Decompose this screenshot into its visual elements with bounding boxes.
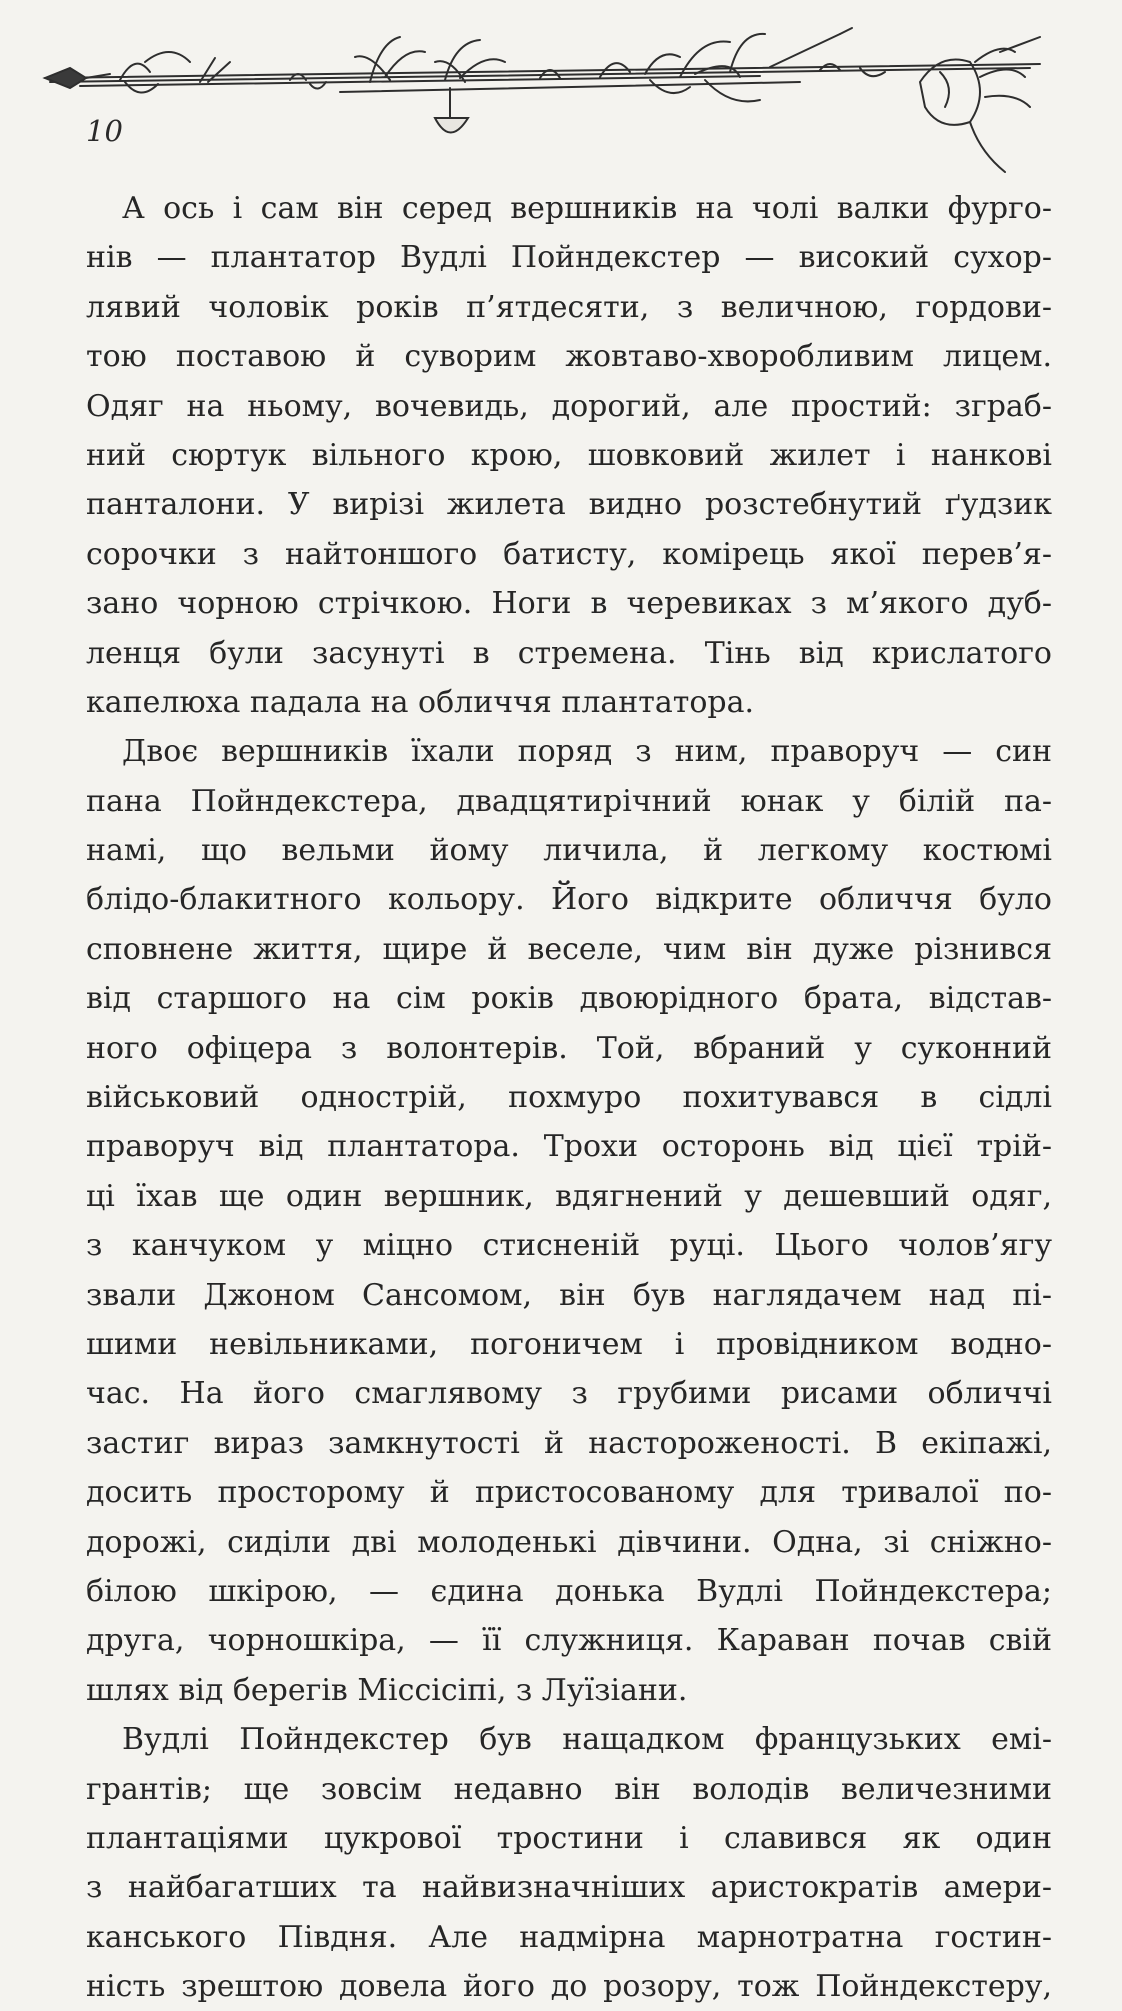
text-line: білою шкірою, — єдина донька Вудлі Пойндекстера;	[86, 1573, 1052, 1609]
text-line: капелюха падала на обличчя плантатора.	[86, 684, 755, 720]
text-line: канського Півдня. Але надмірна марнотратна гостин-	[86, 1919, 1052, 1955]
body-text	[86, 184, 1052, 2011]
text-line: військовий однострій, похмуро похитувався в сідлі	[86, 1080, 1052, 1116]
text-line: грантів; ще зовсім недавно він володів величезними	[86, 1771, 1052, 1807]
decorative-header-ornament	[40, 22, 1122, 182]
text-line: панталони. У вирізі жилета видно розстебнутий ґудзик	[86, 487, 1052, 523]
text-line: зано чорною стрічкою. Ноги в черевиках з м’якого дуб-	[86, 586, 1052, 622]
text-line: плантаціями цукрової тростини і славився як один	[86, 1820, 1052, 1856]
text-line: нів — плантатор Вудлі Пойндекстер — високий сухор-	[86, 240, 1052, 276]
text-line: з канчуком у міцно стисненій руці. Цього чолов’ягу	[86, 1228, 1052, 1264]
text-line: ленця були засунуті в стремена. Тінь від крислатого	[86, 635, 1052, 671]
text-line: сповнене життя, щире й веселе, чим він дуже різнився	[86, 931, 1052, 967]
text-line: намі, що вельми йому личила, й легкому костюмі	[86, 833, 1052, 869]
text-line: з найбагатших та найвизначніших аристократів амери-	[86, 1870, 1052, 1906]
text-line: блідо-блакитного кольору. Його відкрите обличчя було	[86, 882, 1052, 918]
text-line: шими невільниками, погоничем і провідником водно-	[86, 1326, 1052, 1362]
text-line: досить просторому й пристосованому для тривалої по-	[86, 1475, 1052, 1511]
page-number: 10	[86, 114, 123, 148]
text-line: А ось і сам він серед вершників на чолі валки фурго-	[122, 191, 1052, 226]
text-line: Вудлі Пойндекстер був нащадком французьких емі-	[122, 1722, 1052, 1758]
text-line: від старшого на сім років двоюрідного брата, відстав-	[86, 981, 1052, 1017]
text-line: застиг вираз замкнутості й настороженості. В екіпажі,	[86, 1425, 1052, 1461]
text-line: тою поставою й суворим жовтаво-хворобливим лицем.	[86, 339, 1052, 375]
text-line: праворуч від плантатора. Трохи осторонь від цієї трій-	[86, 1129, 1052, 1165]
text-line: сорочки з найтоншого батисту, комірець якої перев’я-	[86, 536, 1052, 572]
text-line: пана Пойндекстера, двадцятирічний юнак у білій па-	[86, 783, 1052, 819]
text-line: шлях від берегів Міссісіпі, з Луїзіани.	[86, 1672, 688, 1708]
text-line: лявий чоловік років п’ятдесяти, з величною, гордови-	[86, 289, 1052, 325]
text-line: Одяг на ньому, вочевидь, дорогий, але простий: зграб-	[86, 388, 1052, 424]
text-line: друга, чорношкіра, — її служниця. Караван почав свій	[86, 1623, 1052, 1659]
text-line: ний сюртук вільного крою, шовковий жилет і нанкові	[86, 437, 1052, 473]
text-line: ці їхав ще один вершник, вдягнений у дешевший одяг,	[86, 1178, 1052, 1214]
text-line: ність зрештою довела його до розору, тож Пойндекстеру,	[86, 1969, 1052, 2005]
text-line: звали Джоном Сансомом, він був наглядачем над пі-	[86, 1277, 1052, 1313]
text-line: ного офіцера з волонтерів. Той, вбраний у суконний	[86, 1030, 1052, 1066]
text-line: час. На його смаглявому з грубими рисами обличчі	[86, 1376, 1052, 1412]
text-line: Двоє вершників їхали поряд з ним, праворуч — син	[122, 734, 1052, 770]
text-line: дорожі, сиділи дві молоденькі дівчини. Одна, зі сніжно-	[86, 1524, 1052, 1560]
